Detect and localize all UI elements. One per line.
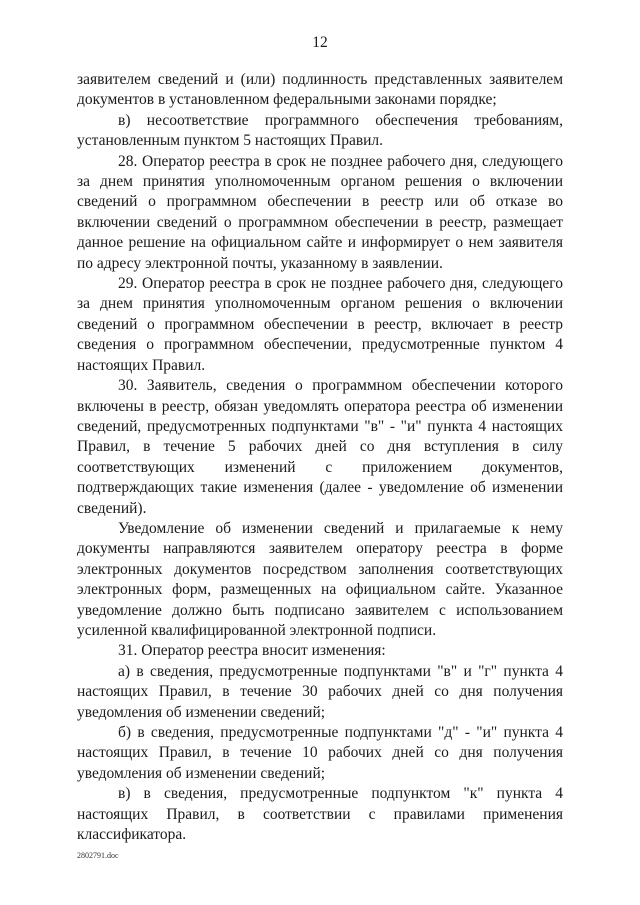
paragraph-28: 28. Оператор реестра в срок не позднее рабочего дня, следующего за днем принятия уполномоченным органом решения о включении сведений о программном обеспечении в реестр или об отказе во включении сведений о программном обеспечении в реестр, размещает данное решение на официальном сайте и информирует о нем заявителя по адресу электронной почты, указанному в заявлении. [77,152,563,272]
document-body [77,70,563,845]
paragraph-31: 31. Оператор реестра вносит изменения: [118,642,386,660]
paragraph-29: 29. Оператор реестра в срок не позднее рабочего дня, следующего за днем принятия уполномоченным органом решения о включении сведений о программном обеспечении в реестр, включает в реестр сведения о программном обеспечении, предусмотренные пунктом 4 настоящих Правил. [77,275,563,374]
page-number: 12 [312,34,328,51]
paragraph-30: 30. Заявитель, сведения о программном обеспечении которого включены в реестр, обязан уведомлять оператора реестра об изменении сведений, предусмотренных подпунктами "в" - "и" пункта 4 настоящих Правил, в течение 5 рабочих дней со дня вступления в силу соответствующих изменений с приложением документов, подтверждающих такие изменения (далее - уведомление об изменении сведений). [77,377,563,517]
paragraph-30-notice: Уведомление об изменении сведений и прилагаемые к нему документы направляются заявителем оператору реестра в форме электронных документов посредством заполнения соответствующих электронных форм, размещенных на официальном сайте. Указанное уведомление должно быть подписано заявителем с использованием усиленной квалифицированной электронной подписи. [77,519,563,639]
paragraph-31-item-b: б) в сведения, предусмотренные подпунктами "д" - "и" пункта 4 настоящих Правил, в течение 10 рабочих дней со дня получения уведомления об изменении сведений; [77,724,563,782]
paragraph-27-item-v: в) несоответствие программного обеспечения требованиям, установленным пунктом 5 настоящих Правил. [77,111,563,150]
paragraph-31-item-a: а) в сведения, предусмотренные подпунктами "в" и "г" пункта 4 настоящих Правил, в течение 30 рабочих дней со дня получения уведомления об изменении сведений; [77,662,563,721]
paragraph-continuation: заявителем сведений и (или) подлинность представленных заявителем документов в установленном федеральными законами порядке; [77,71,563,109]
paragraph-31-item-v: в) в сведения, предусмотренные подпунктом "к" пункта 4 настоящих Правил, в соответствии с правилами применения классификатора. [77,785,563,844]
file-name-footer: 2802791.doc [77,851,119,860]
